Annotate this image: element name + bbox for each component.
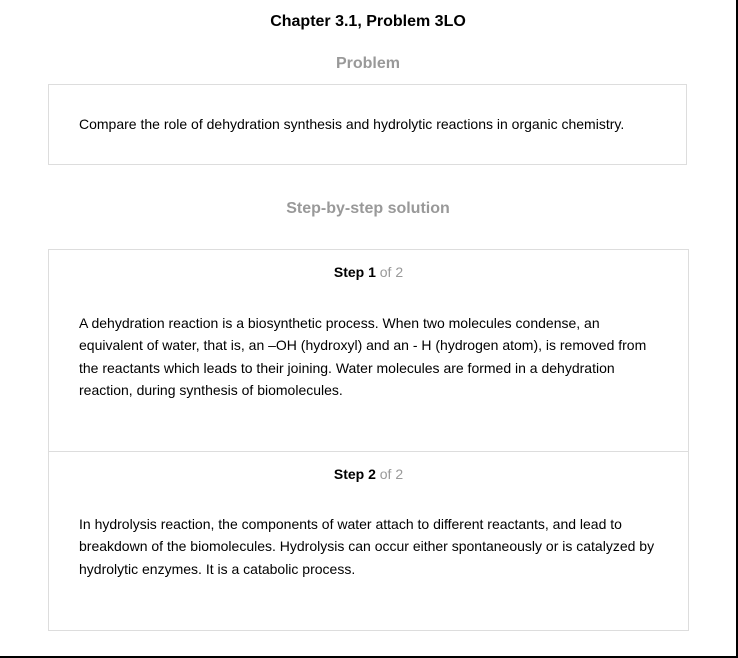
- step-1-panel: [49, 250, 688, 452]
- step-2-panel: [49, 452, 688, 630]
- page-title: Chapter 3.1, Problem 3LO: [270, 13, 466, 30]
- step-1-text: A dehydration reaction is a biosynthetic process. When two molecules condense, an equivalent of water, that is, an –OH (hydroxyl) and an - H (hydrogen atom), is removed from the reactants which leads to their joining. Water molecules are formed in a dehydration reaction, during synthesis of biomolecules.: [79, 315, 647, 398]
- step-2-header: [49, 465, 688, 483]
- problem-text: Compare the role of dehydration synthesis and hydrolytic reactions in organic chemistry.: [79, 116, 625, 132]
- step-2-label: Step 2: [333, 466, 376, 482]
- step-1-header: [49, 263, 688, 281]
- solution-heading: Step-by-step solution: [286, 200, 450, 217]
- problem-box: [48, 84, 687, 165]
- problem-heading: Problem: [335, 55, 400, 72]
- step-1-label: Step 1: [333, 264, 376, 280]
- step-2-text: In hydrolysis reaction, the components of water attach to different reactants, and lead to breakdown of the biomolecules. Hydrolysis can occur either spontaneously or is catalyzed by hydrolytic enzymes. It is a catabolic process.: [79, 516, 655, 577]
- solution-box: [48, 249, 689, 631]
- step-1-count: of 2: [379, 264, 404, 280]
- step-2-count: of 2: [379, 466, 404, 482]
